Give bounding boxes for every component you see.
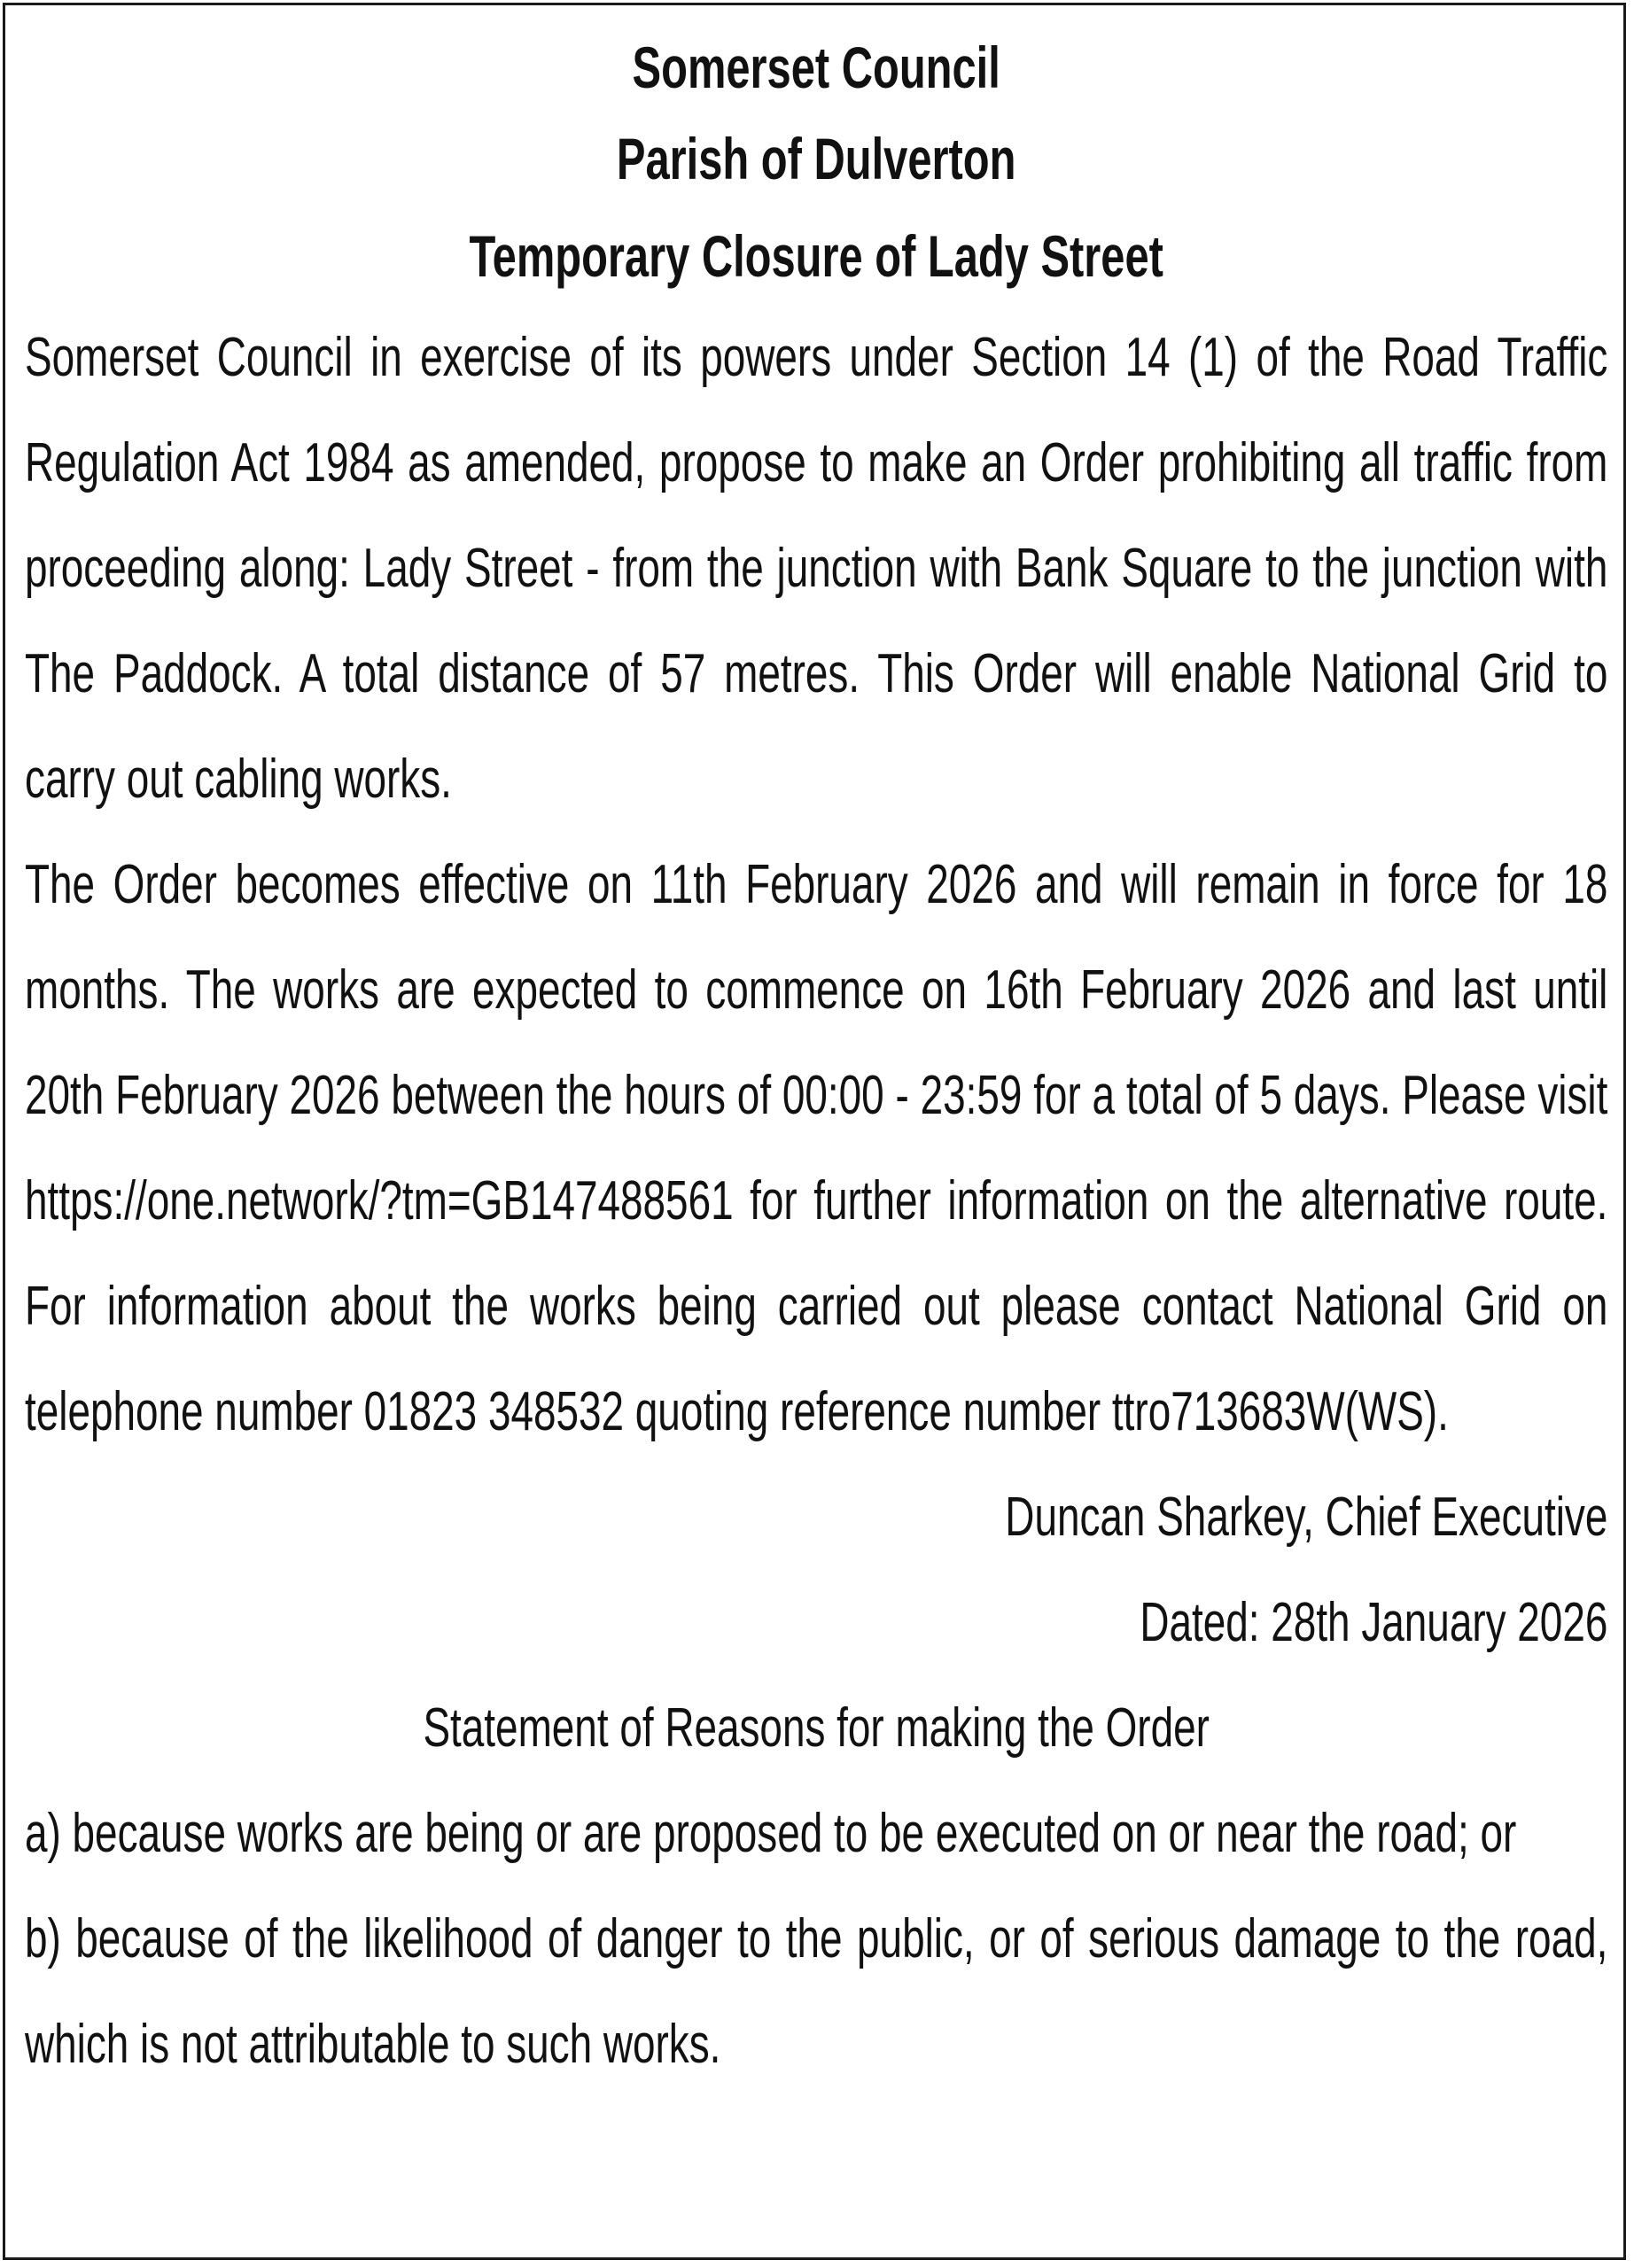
notice-title: Temporary Closure of Lady Street: [469, 223, 1163, 289]
notice-content: [25, 25, 1607, 2097]
order-details-paragraph: The Order becomes effective on 11th February 2026 and will remain in force for 18 months. The works are expected to commence on 16th February 2026 and last until 20th February 2026 between the hours of 00:00 - 23:59 for a total of 5 days. Please visit https://one.network/?tm=GB147488561 for further information on the alternative route. For information about the works being carried out please contact National Grid on telephone number 01823 348532 quoting reference number ttro713683W(WS).: [25, 854, 1608, 1442]
public-notice: [3, 3, 1626, 2260]
authority-heading: Somerset Council: [632, 35, 1000, 100]
order-description-paragraph: Somerset Council in exercise of its powers under Section 14 (1) of the Road Traffic Regulation Act 1984 as amended, propose to make an Order prohibiting all traffic from proceeding along: Lady Street - from the junction with Bank Square to the junction with The Paddock. A total distance of 57 metres. This Order will enable National Grid to carry out cabling works.: [25, 327, 1608, 810]
signatory-line: Duncan Sharkey, Chief Executive: [1005, 1487, 1608, 1548]
reason-b: b) because of the likelihood of danger to the public, or of serious damage to the road, which is not attributable to such works.: [25, 1908, 1608, 2075]
parish-heading: Parish of Dulverton: [616, 126, 1016, 191]
dated-line: Dated: 28th January 2026: [1140, 1592, 1608, 1653]
reason-a: a) because works are being or are proposed to be executed on or near the road; or: [25, 1803, 1517, 1864]
reasons-heading: Statement of Reasons for making the Order: [423, 1697, 1210, 1759]
